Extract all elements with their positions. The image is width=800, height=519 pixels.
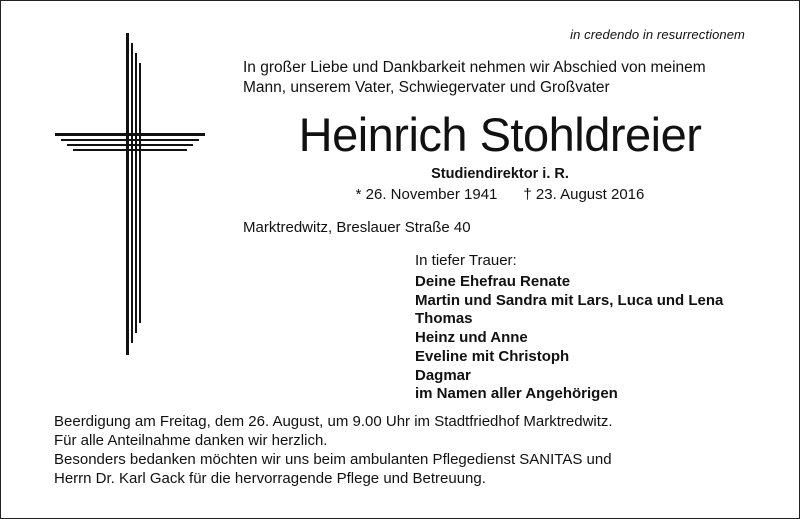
- deceased-title: Studiendirektor i. R.: [431, 166, 569, 182]
- mourner: Deine Ehefrau Renate: [415, 273, 571, 290]
- mourner: im Namen aller Angehörigen: [415, 385, 618, 403]
- motto: in credendo in resurrectionem: [570, 27, 745, 42]
- mourner: Heinz und Anne: [415, 329, 528, 347]
- mourning-heading: In tiefer Trauer:: [415, 252, 517, 269]
- cross-icon: [55, 33, 205, 355]
- life-dates: [230, 186, 770, 203]
- mourner: Martin und Sandra mit Lars, Luca und Lena: [415, 291, 724, 309]
- intro-line: In großer Liebe und Dankbarkeit nehmen wir Abschied von meinem: [243, 59, 706, 76]
- closing-text: [54, 412, 774, 488]
- intro-line: Mann, unserem Vater, Schwiegervater und Großvater: [243, 79, 610, 96]
- special-thanks-line: Herrn Dr. Karl Gack für die hervorragende Pflege und Betreuung.: [54, 470, 486, 487]
- funeral-info: Beerdigung am Freitag, dem 26. August, um 9.00 Uhr im Stadtfriedhof Marktredwitz.: [54, 413, 613, 430]
- thanks-line: Für alle Anteilnahme danken wir herzlich.: [54, 432, 328, 449]
- mourner: Thomas: [415, 310, 473, 328]
- address: Marktredwitz, Breslauer Straße 40: [243, 219, 471, 236]
- mourner: Eveline mit Christoph: [415, 347, 570, 365]
- mourners-list: [415, 273, 723, 404]
- birth-date: * 26. November 1941: [355, 186, 498, 203]
- deceased-name: Heinrich Stohldreier: [298, 108, 702, 161]
- intro-text: [243, 58, 763, 98]
- mourner: Dagmar: [415, 366, 471, 384]
- death-date: † 23. August 2016: [523, 186, 645, 203]
- special-thanks-line: Besonders bedanken möchten wir uns beim ambulanten Pflegedienst SANITAS und: [54, 451, 612, 468]
